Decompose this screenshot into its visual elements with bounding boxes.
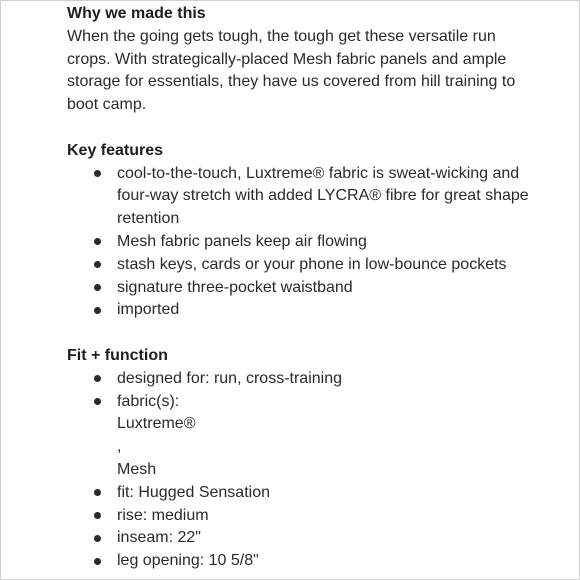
why-body: When the going gets tough, the tough get these versatile run crops. With strategically-placed Mesh fabric panels and ample storage for essentials, they have us covered from hill training to boot camp. [67, 27, 516, 114]
fit-function-list [67, 368, 537, 573]
why-heading: Why we made this [67, 5, 206, 22]
bullet-icon [94, 238, 101, 245]
list-item [67, 299, 537, 322]
bullet-icon [94, 170, 101, 177]
bullet-icon [94, 398, 101, 405]
leg-opening-text: leg opening: 10 5/8" [117, 552, 259, 570]
list-item [67, 527, 537, 550]
designed-for-text: designed for: run, cross-training [117, 369, 342, 387]
section-spacer [67, 117, 537, 140]
bullet-icon [94, 489, 101, 496]
fabrics-label: fabric(s): [117, 392, 180, 410]
fit-function-heading: Fit + function [67, 346, 168, 364]
fit-text: fit: Hugged Sensation [117, 483, 270, 501]
list-item [67, 505, 537, 528]
list-item [67, 391, 537, 482]
key-features-list [67, 163, 537, 323]
bullet-icon [94, 375, 101, 382]
list-item [67, 368, 537, 391]
list-item [67, 163, 537, 231]
bullet-icon [94, 512, 101, 519]
bullet-icon [94, 558, 101, 565]
bullet-icon [94, 261, 101, 268]
feature-text: Mesh fabric panels keep air flowing [117, 232, 367, 250]
feature-text: signature three-pocket waistband [117, 278, 353, 296]
why-section [67, 3, 537, 117]
section-spacer [67, 322, 537, 345]
bullet-icon [94, 284, 101, 291]
feature-text: stash keys, cards or your phone in low-bounce pockets [117, 255, 507, 273]
inseam-text: inseam: 22" [117, 529, 201, 547]
fabric-luxtreme: Luxtreme® [117, 415, 196, 433]
description-content [67, 3, 537, 573]
fabric-separator: , [117, 438, 122, 456]
fit-function-section [67, 345, 537, 573]
fabric-mesh: Mesh [117, 460, 157, 478]
list-item [67, 550, 537, 573]
list-item [67, 231, 537, 254]
key-features-section [67, 140, 537, 322]
rise-text: rise: medium [117, 506, 209, 524]
list-item [67, 277, 537, 300]
list-item [67, 254, 537, 277]
feature-text: cool-to-the-touch, Luxtreme® fabric is sweat-wicking and four-way stretch with added LYCRA® fibre for great shape retention [117, 164, 529, 228]
list-item [67, 482, 537, 505]
feature-text: imported [117, 301, 180, 319]
key-features-heading: Key features [67, 141, 164, 159]
bullet-icon [94, 307, 101, 314]
bullet-icon [94, 535, 101, 542]
